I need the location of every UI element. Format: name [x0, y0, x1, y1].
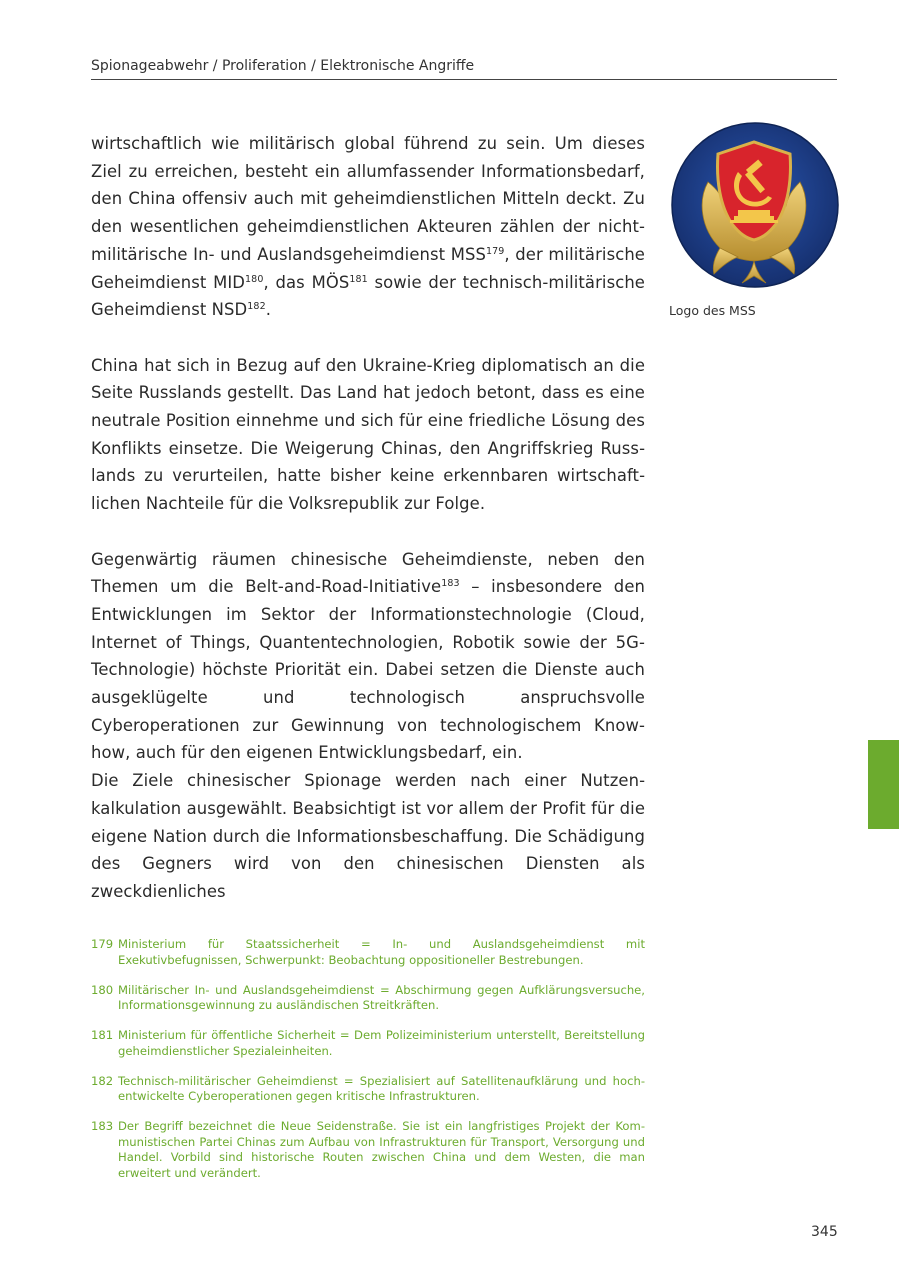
footnote-item: [91, 1119, 645, 1181]
footnote-item: [91, 1028, 645, 1059]
main-text: [91, 130, 645, 906]
footnote-ref[interactable]: 179: [485, 245, 505, 257]
body-text-run: , der militärische Geheimdienst MID: [91, 244, 645, 292]
body-text-run: wirtschaftlich wie militärisch global führend zu sein. Um dieses Ziel zu erreichen, besteht ein allumfassender Informationsbedarf, den China offensiv auch mit geheimdienstlichen Mitteln deckt. Zu den wesentlichen geheimdienstlichen Akteuren zählen der nicht-militärische In- und Auslandsgeheimdienst MSS: [91, 134, 645, 264]
footnote-ref[interactable]: 182: [247, 301, 266, 313]
body-text-run: sowie der technisch-militärische Geheimdienst NSD: [91, 272, 645, 320]
body-text-run: , das MÖS: [263, 272, 350, 292]
footnote-item: [91, 1074, 645, 1105]
footnote-text: Der Begriff bezeichnet die Neue Seidenstraße. Sie ist ein langfristiges Projekt der Kommunistischen Partei Chinas zum Aufbau von Infrastrukturen für Transport, Versorgung und Handel. Vorbild sind historische Routen zwischen China und dem Westen, die man erweitert und verändert.: [118, 1119, 645, 1180]
figure-caption: Logo des MSS: [669, 303, 756, 318]
running-header: Spionageabwehr / Proliferation / Elektronische Angriffe: [91, 58, 837, 80]
body-text-run: .: [265, 300, 272, 320]
footnote-number: 181: [91, 1028, 114, 1043]
page-number: 345: [811, 1224, 838, 1240]
body-paragraph: [91, 546, 645, 768]
footnote-text: Ministerium für öffentliche Sicherheit = Dem Polizeiministerium unterstellt, Bereitstellung geheimdienstlicher Spezialeinheiten.: [118, 1028, 645, 1058]
footnote-ref[interactable]: 180: [245, 273, 264, 285]
body-text-run: Gegenwärtig räumen chinesische Geheimdienste, neben den Themen um die Belt-and-Road-Initiative: [91, 549, 645, 597]
body-paragraph: [91, 130, 645, 324]
mss-logo-figure: [668, 120, 840, 290]
footnote-number: 182: [91, 1073, 114, 1088]
footnote-item: [91, 983, 645, 1014]
footnote-text: Technisch-militärischer Geheimdienst = Spezialisiert auf Satellitenaufklärung und hochentwickelte Cyberoperationen gegen kritische Infrastrukturen.: [118, 1073, 645, 1104]
footnote-number: 183: [91, 1119, 114, 1134]
footnote-number: 180: [91, 982, 114, 997]
body-text-run: China hat sich in Bezug auf den Ukraine-Krieg diplomatisch an die Seite Russlands gestellt. Das Land hat jedoch betont, dass es eine neutrale Position einnehme und sich für eine friedliche Lösung des Konflikts einsetze. Die Weigerung Chinas, den Angriffskrieg Russlands zu verurteilen, hatte bisher keine erkennbaren wirtschaftlichen Nachteile für die Volksrepublik zur Folge.: [91, 355, 645, 514]
footnote-item: [91, 937, 645, 968]
body-text-run: Die Ziele chinesischer Spionage werden nach einer Nutzenkalkulation ausgewählt. Beabsichtigt ist vor allem der Profit für die eigene Nation durch die Informationsbeschaffung. Die Schädigung des Gegners wird von den chinesischen Diensten als zweckdienliches: [91, 771, 645, 901]
body-text-run: – insbesondere den Entwicklungen im Sektor der Informationstechnologie (Cloud, Internet of Things, Quantentechnologien, Robotik sowie der 5G-Technologie) höchste Priorität ein. Dabei setzen die Dienste auch ausgeklügelte und technologisch anspruchsvolle Cyberoperationen zur Gewinnung von technologischem Know-how, auch für den eigenen Entwicklungsbedarf, ein.: [91, 577, 645, 763]
footnote-number: 179: [91, 937, 114, 951]
mss-emblem-icon: [668, 120, 840, 290]
footnote-ref[interactable]: 181: [349, 273, 368, 285]
footnotes: [91, 937, 645, 1196]
body-paragraph: [91, 352, 645, 518]
footnote-text: Ministerium für Staatssicherheit = In- und Auslandsgeheimdienst mit Exekutivbefugnissen, Schwerpunkt: Beobachtung oppositioneller Bestrebungen.: [118, 937, 645, 967]
footnote-text: Militärischer In- und Auslandsgeheimdienst = Abschirmung gegen Aufklärungsversuche, Informationsgewinnung zu ausländischen Streitkräften.: [118, 982, 645, 1013]
footnote-ref[interactable]: 183: [441, 578, 460, 590]
chapter-side-tab: [868, 740, 899, 829]
body-paragraph: [91, 767, 645, 906]
